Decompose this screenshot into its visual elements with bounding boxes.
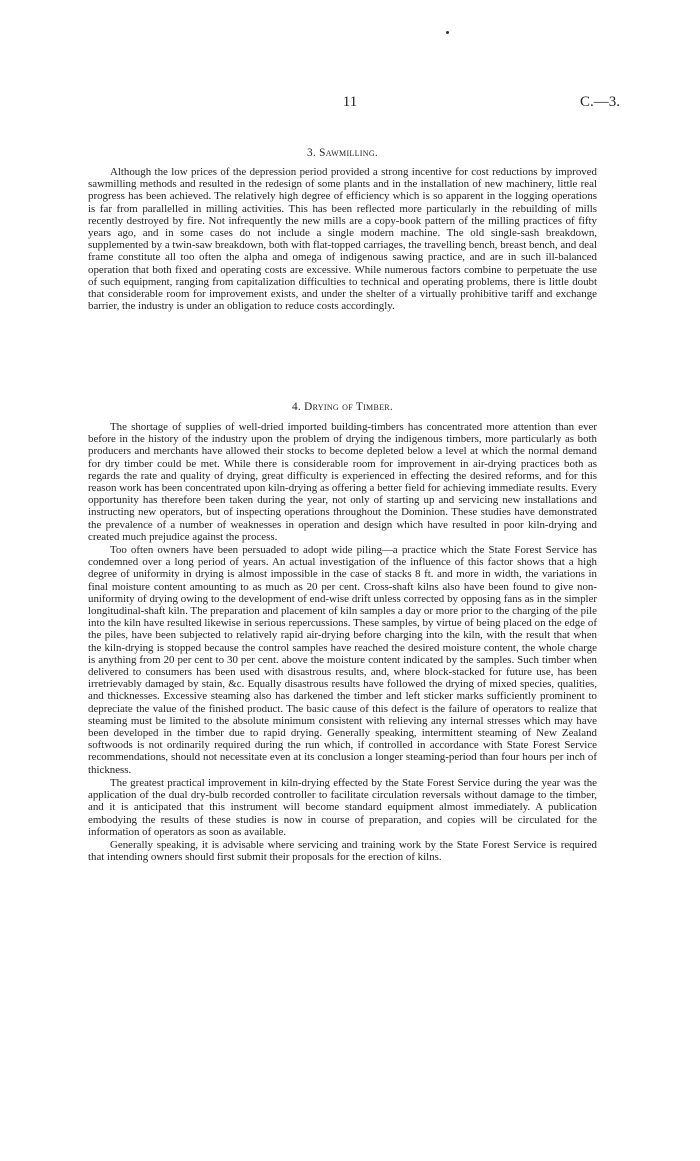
section-sawmilling <box>88 147 597 312</box>
paragraph: Generally speaking, it is advisable where servicing and training work by the State Forest Service is required that intending owners should first submit their proposals for the erection of kilns. <box>88 838 597 864</box>
ink-dot <box>446 31 449 34</box>
document-reference: C.—3. <box>579 94 620 110</box>
section-heading: 4. Drying of Timber. <box>291 401 394 413</box>
paragraph: Although the low prices of the depression period provided a strong incentive for cost reductions by improved sawmilling methods and resulted in the redesign of some plants and in the installation of new machinery, little real progress has been achieved. The relatively high degree of efficiency which is so apparent in the logging operations is far from parallelled in milling activities. This has been reflected more particularly in the rebuilding of mills recently destroyed by fire. Not infrequently the new mills are a copy-book pattern of the milling practices of fifty years ago, and in some cases do not include a single modern machine. The old single-sash breakdown, supplemented by a twin-saw breakdown, both with flat-topped carriages, the travelling bench, breast bench, and deal frame constitute all too often the alpha and omega of indigenous sawing practice, and are in such ill-balanced operation that both fixed and operating costs are excessive. While numerous factors combine to perpetuate the use of such equipment, ranging from capitalization difficulties to technical and operating problems, there is little doubt that considerable room for improvement exists, and under the shelter of a virtually prohibitive tariff and exchange barrier, the industry is under an obligation to reduce costs accordingly. <box>88 166 597 313</box>
section-drying-of-timber <box>88 401 597 863</box>
paragraph: The greatest practical improvement in kiln-drying effected by the State Forest Service during the year was the application of the dual dry-bulb recorded controller to facilitate circulation reversals without damage to the timber, and it is anticipated that this instrument will become standard equipment almost immediately. A publication embodying the results of these studies is now in course of preparation, and copies will be circulated for the information of operators as soon as available. <box>88 776 597 838</box>
paragraph: The shortage of supplies of well-dried imported building-timbers has concentrated more attention than ever before in the history of the industry upon the problem of drying the indigenous timbers, more particularly as both producers and merchants have allowed their stocks to become depleted below a level at which the normal demand for dry timber could be met. While there is considerable room for improvement in air-drying practices both as regards the rate and quality of drying, great difficulty is experienced in effecting the desired reforms, and for this reason work has been concentrated upon kiln-drying as offering a better field for achieving immediate results. Every opportunity has therefore been taken during the year, not only of starting up and servicing new installations and instructing new operators, but of inspecting operations throughout the Dominion. These studies have demonstrated the prevalence of a number of weaknesses in operation and design which have resulted in poor kiln-drying and created much prejudice against the process. <box>88 421 597 543</box>
page-number: 11 <box>342 94 358 110</box>
section-heading: 3. Sawmilling. <box>306 147 379 159</box>
paragraph: Too often owners have been persuaded to adopt wide piling—a practice which the State Forest Service has condemned over a long period of years. An actual investigation of the influence of this factor shows that a high degree of uniformity in drying is almost impossible in the case of stacks 8 ft. and more in width, the variations in final moisture content amounting to as much as 20 per cent. Cross-shaft kilns also have been found to give non-uniformity of drying owing to the development of end-wise drift unless corrected by opposing fans as in the simpler longitudinal-shaft kiln. The preparation and placement of kiln samples a day or more prior to the charging of the pile into the kiln have resulted likewise in serious repercussions. These samples, by virtue of being placed on the edge of the piles, have been subjected to relatively rapid air-drying before charging into the kiln, with the result that when the kiln-drying is stopped because the control samples have reached the desired moisture content, the whole charge is anything from 20 per cent to 30 per cent. above the moisture content indicated by the samples. Such timber when delivered to consumers has been used with disastrous results, and, where block-stacked for future use, has been irretrievably damaged by stain, &c. Equally disastrous results have followed the drying of mixed species, qualities, and thicknesses. Excessive steaming also has darkened the timber and left sticker marks sufficiently prominent to depreciate the value of the finished product. The basic cause of this defect is the failure of operators to realize that steaming must be limited to the absolute minimum consistent with relieving any internal stresses which may have been developed in the timber due to rapid drying. Generally speaking, intermittent steaming of New Zealand softwoods is not ordinarily required during the run which, if controlled in accordance with State Forest Service recommendations, should not necessitate even at its conclusion a longer steaming-period than four hours per inch of thickness. <box>88 544 597 776</box>
